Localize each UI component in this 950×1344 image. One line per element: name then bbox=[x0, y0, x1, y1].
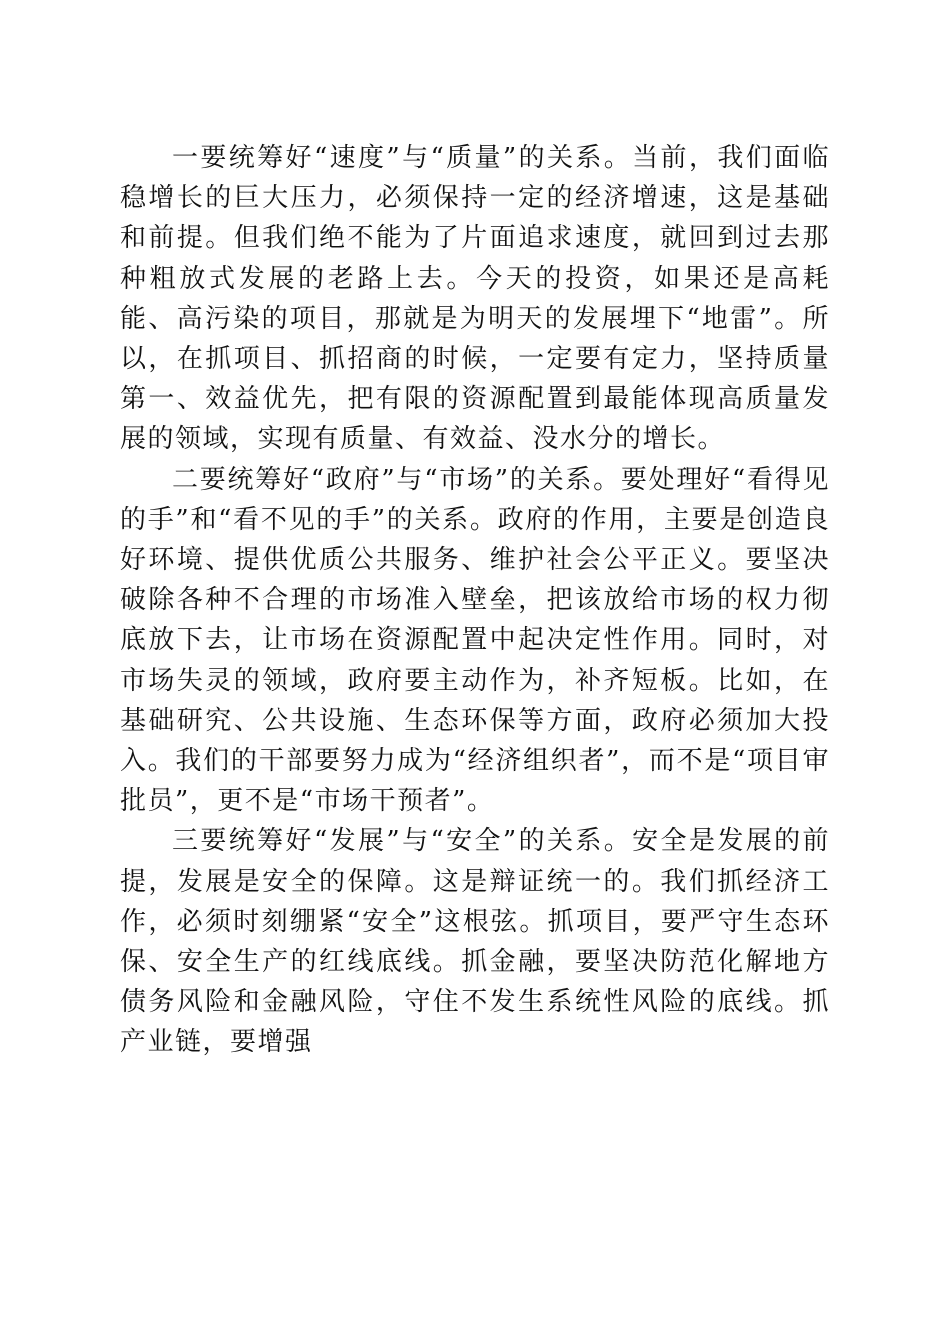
paragraph-speed-quality: 一要统筹好“速度”与“质量”的关系。当前，我们面临稳增长的巨大压力，必须保持一定的经济增速，这是基础和前提。但我们绝不能为了片面追求速度，就回到过去那种粗放式发展的老路上去。今天的投资，如果还是高耗能、高污染的项目，那就是为明天的发展埋下“地雷”。所以，在抓项目、抓招商的时候，一定要有定力，坚持质量第一、效益优先，把有限的资源配置到最能体现高质量发展的领域，实现有质量、有效益、没水分的增长。 bbox=[120, 143, 830, 455]
paragraph-government-market: 二要统筹好“政府”与“市场”的关系。要处理好“看得见的手”和“看不见的手”的关系。政府的作用，主要是创造良好环境、提供优质公共服务、维护社会公平正义。要坚决破除各种不合理的市场准入壁垒，把该放给市场的权力彻底放下去，让市场在资源配置中起决定性作用。同时，对市场失灵的领域，政府要主动作为，补齐短板。比如，在基础研究、公共设施、生态环保等方面，政府必须加大投入。我们的干部要努力成为“经济组织者”，而不是“项目审批员”，更不是“市场干预者”。 bbox=[120, 464, 830, 817]
document-body bbox=[120, 138, 830, 1063]
paragraph-development-security: 三要统筹好“发展”与“安全”的关系。安全是发展的前提，发展是安全的保障。这是辩证统一的。我们抓经济工作，必须时刻绷紧“安全”这根弦。抓项目，要严守生态环保、安全生产的红线底线。抓金融，要坚决防范化解地方债务风险和金融风险，守住不发生系统性风险的底线。抓产业链，要增强 bbox=[120, 826, 830, 1058]
